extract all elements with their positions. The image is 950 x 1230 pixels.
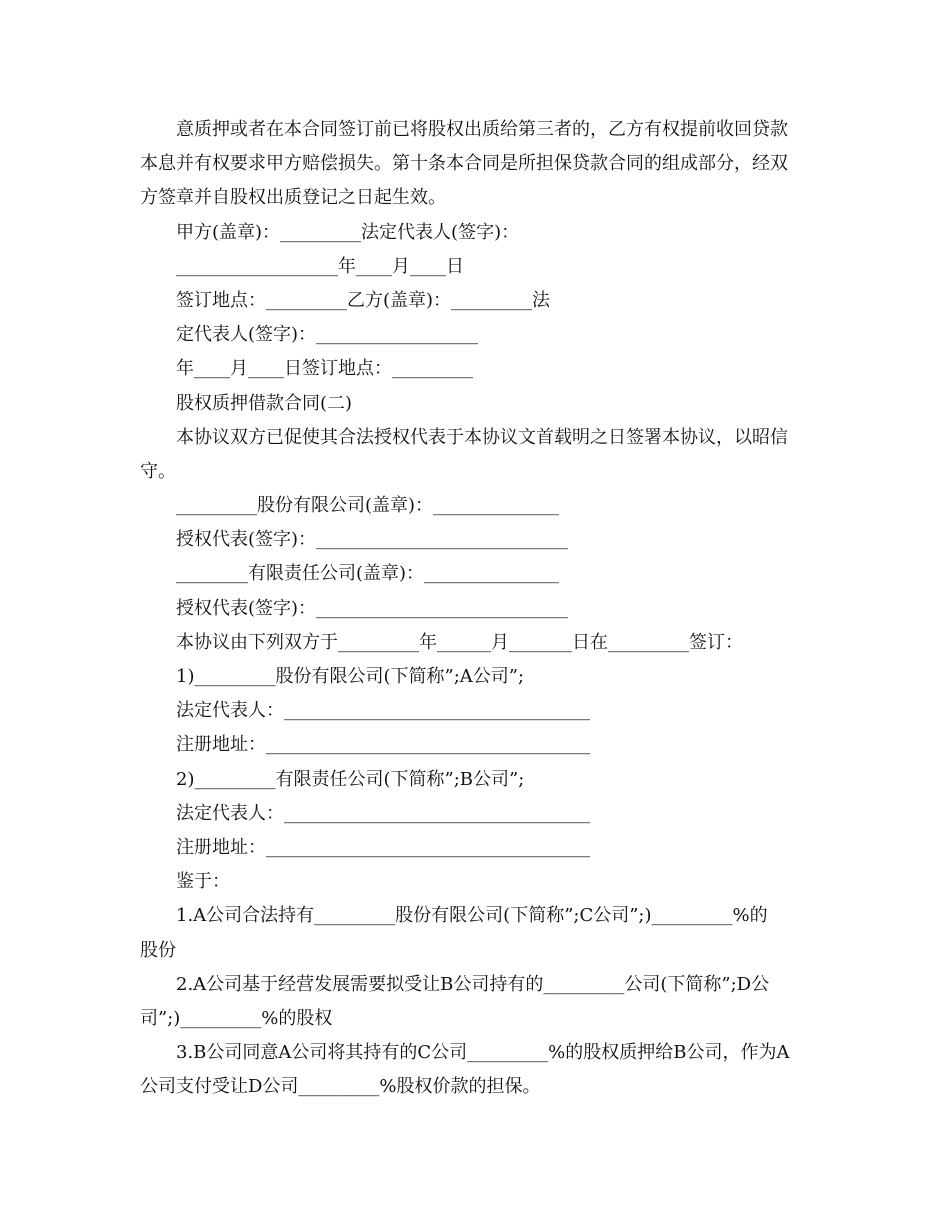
legal-rep-line: 法定代表人：__________________________________	[176, 802, 590, 824]
recital-line: 公司支付受让D公司_________%股权价款的担保。	[140, 1076, 541, 1098]
company-seal-line: _________股份有限公司(盖章)：______________	[176, 495, 560, 517]
legal-rep-line: 定代表人(签字)：__________________	[176, 324, 479, 346]
recital-line: 司”;)_________%的股权	[140, 1007, 333, 1029]
date-line: __________________年____月____日	[176, 255, 464, 277]
paragraph-line: 方签章并自股权出质登记之日起生效。	[140, 187, 446, 209]
paragraph-line: 本协议双方已促使其合法授权代表于本协议文首载明之日签署本协议，以昭信	[176, 426, 788, 448]
document-page	[140, 113, 815, 1104]
address-line: 注册地址：____________________________________	[176, 734, 590, 756]
recital-line: 3.B公司同意A公司将其持有的C公司_________%的股权质押给B公司，作为A	[176, 1042, 790, 1064]
agreement-date-line: 本协议由下列双方于_________年______月_______日在_________签订：	[176, 631, 743, 653]
paragraph-line: 本息并有权要求甲方赔偿损失。第十条本合同是所担保贷款合同的组成部分，经双	[140, 153, 788, 175]
recital-line: 1.A公司合法持有_________股份有限公司(下简称”;C公司”;)_________%的	[176, 905, 768, 927]
party-line: 1)_________股份有限公司(下简称”;A公司”;	[176, 666, 525, 687]
company-seal-line: ________有限责任公司(盖章)：_______________	[176, 563, 560, 585]
authorized-rep-line: 授权代表(签字)：____________________________	[176, 597, 569, 619]
section-title: 股权质押借款合同(二)	[176, 392, 353, 414]
address-line: 注册地址：____________________________________	[176, 836, 590, 858]
party-a-signature-line: 甲方(盖章)：_________法定代表人(签字)：	[176, 221, 520, 243]
party-line: 2)_________有限责任公司(下简称”;B公司”;	[176, 768, 525, 790]
recital-line: 2.A公司基于经营发展需要拟受让B公司持有的_________公司(下简称”;D公	[176, 973, 770, 995]
whereas-heading: 鉴于：	[176, 871, 230, 893]
legal-rep-line: 法定代表人：__________________________________	[176, 700, 590, 722]
recital-line: 股份	[140, 939, 176, 961]
signing-place-line: 签订地点：_________乙方(盖章)：_________法	[176, 289, 551, 311]
paragraph-line: 守。	[140, 460, 176, 482]
authorized-rep-line: 授权代表(签字)：____________________________	[176, 529, 569, 551]
paragraph-line: 意质押或者在本合同签订前已将股权出质给第三者的，乙方有权提前收回贷款	[176, 119, 788, 140]
date-place-line: 年____月____日签订地点：_________	[176, 358, 473, 380]
